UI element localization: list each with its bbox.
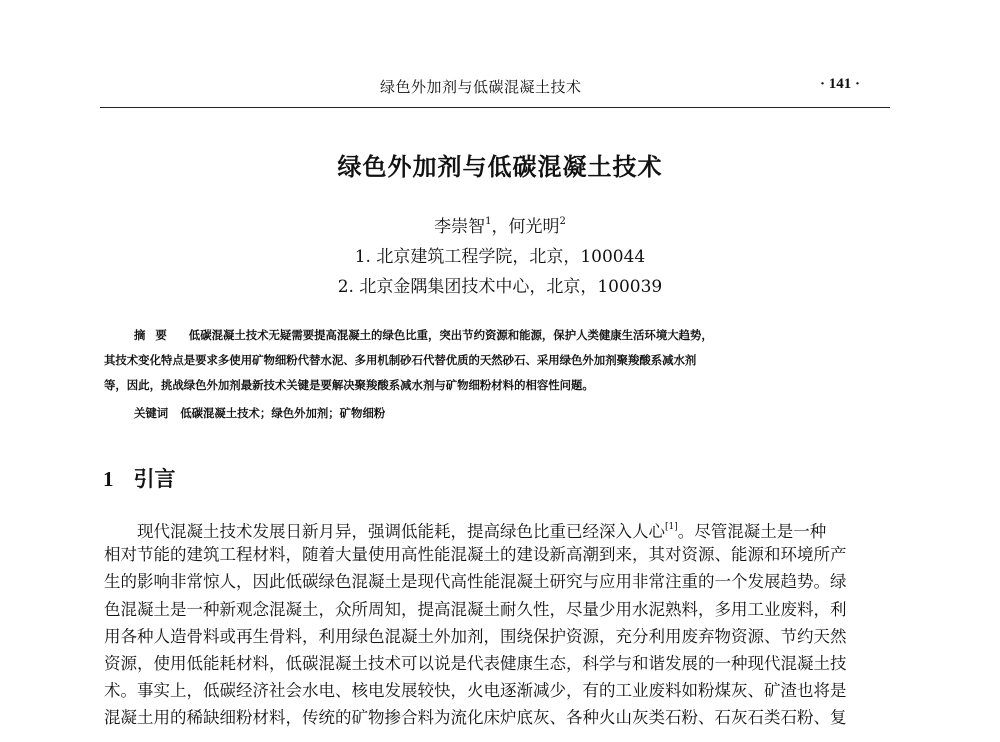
abstract-line: 低碳混凝土技术无疑需要提高混凝土的绿色比重，突出节约资源和能源，保护人类健康生活环境大趋势， [188,328,713,342]
body-line: 相对节能的建筑工程材料，随着大量使用高性能混凝土的建设新高潮到来，其对资源、能源和环境所产 [104,545,847,565]
running-head [100,76,890,100]
abstract-line: 等，因此，挑战绿色外加剂最新技术关键是要解决聚羧酸系减水剂与矿物细粉材料的相容性问题。 [104,378,594,392]
abstract [104,323,894,398]
header-rule [100,107,890,108]
body-line: 混凝土用的稀缺细粉材料，传统的矿物掺合料为流化床炉底灰、各种火山灰类石粉、石灰石类石粉、复 [104,708,847,728]
author-name: 何光明 [508,217,560,237]
affiliation-marker: 1 [485,216,492,227]
body-line: 生的影响非常惊人，因此低碳绿色混凝土是现代高性能混凝土研究与应用非常注重的一个发展趋势。绿 [104,572,847,592]
abstract-label: 摘要 [134,328,177,342]
section-number: 1 [103,467,114,491]
keywords-label: 关键词 [134,406,169,420]
body-line: 资源，使用低能耗材料，低碳混凝土技术可以说是代表健康生态，科学与和谐发展的一种现代混凝土技 [104,653,847,673]
affiliation-1: 1. 北京建筑工程学院，北京，100044 [354,247,646,267]
running-head-title: 绿色外加剂与低碳混凝土技术 [380,78,582,96]
body-line: 用各种人造骨料或再生骨料，利用绿色混凝土外加剂，围绕保护资源，充分利用废弃物资源、节约天然 [104,626,847,646]
page-number: · 141 · [819,76,860,92]
body-line: 色混凝土是一种新观念混凝土，众所周知，提高混凝土耐久性，尽量少用水泥熟料，多用工业废料，利 [104,599,847,619]
author-name: 李崇智 [434,217,486,237]
affiliation-2: 2. 北京金隅集团技术中心，北京，100039 [337,277,663,297]
paper-title: 绿色外加剂与低碳混凝土技术 [337,152,663,181]
abstract-line: 其技术变化特点是要求多使用矿物细粉代替水泥、多用机制砂石代替优质的天然砂石、采用绿色外加剂聚羧酸系减水剂 [104,353,697,367]
author-line [0,212,1000,237]
body-paragraph [104,514,886,732]
body-line [104,514,886,541]
body-line-text: 。尽管混凝土是一种 [677,522,827,541]
keywords [134,405,385,421]
citation-ref: [1] [665,522,678,532]
author-separator: ， [491,217,509,237]
affiliation-marker: 2 [559,216,566,227]
section-title: 引言 [133,467,176,491]
section-heading [103,463,176,493]
body-line: 术。事实上，低碳经济社会水电、核电发展较快，火电逐渐减少，有的工业废料如粉煤灰、矿渣也将是 [104,681,847,701]
keywords-text: 低碳混凝土技术；绿色外加剂；矿物细粉 [180,406,386,420]
body-line-text: 现代混凝土技术发展日新月异，强调低能耗，提高绿色比重已经深入人心 [137,522,665,541]
